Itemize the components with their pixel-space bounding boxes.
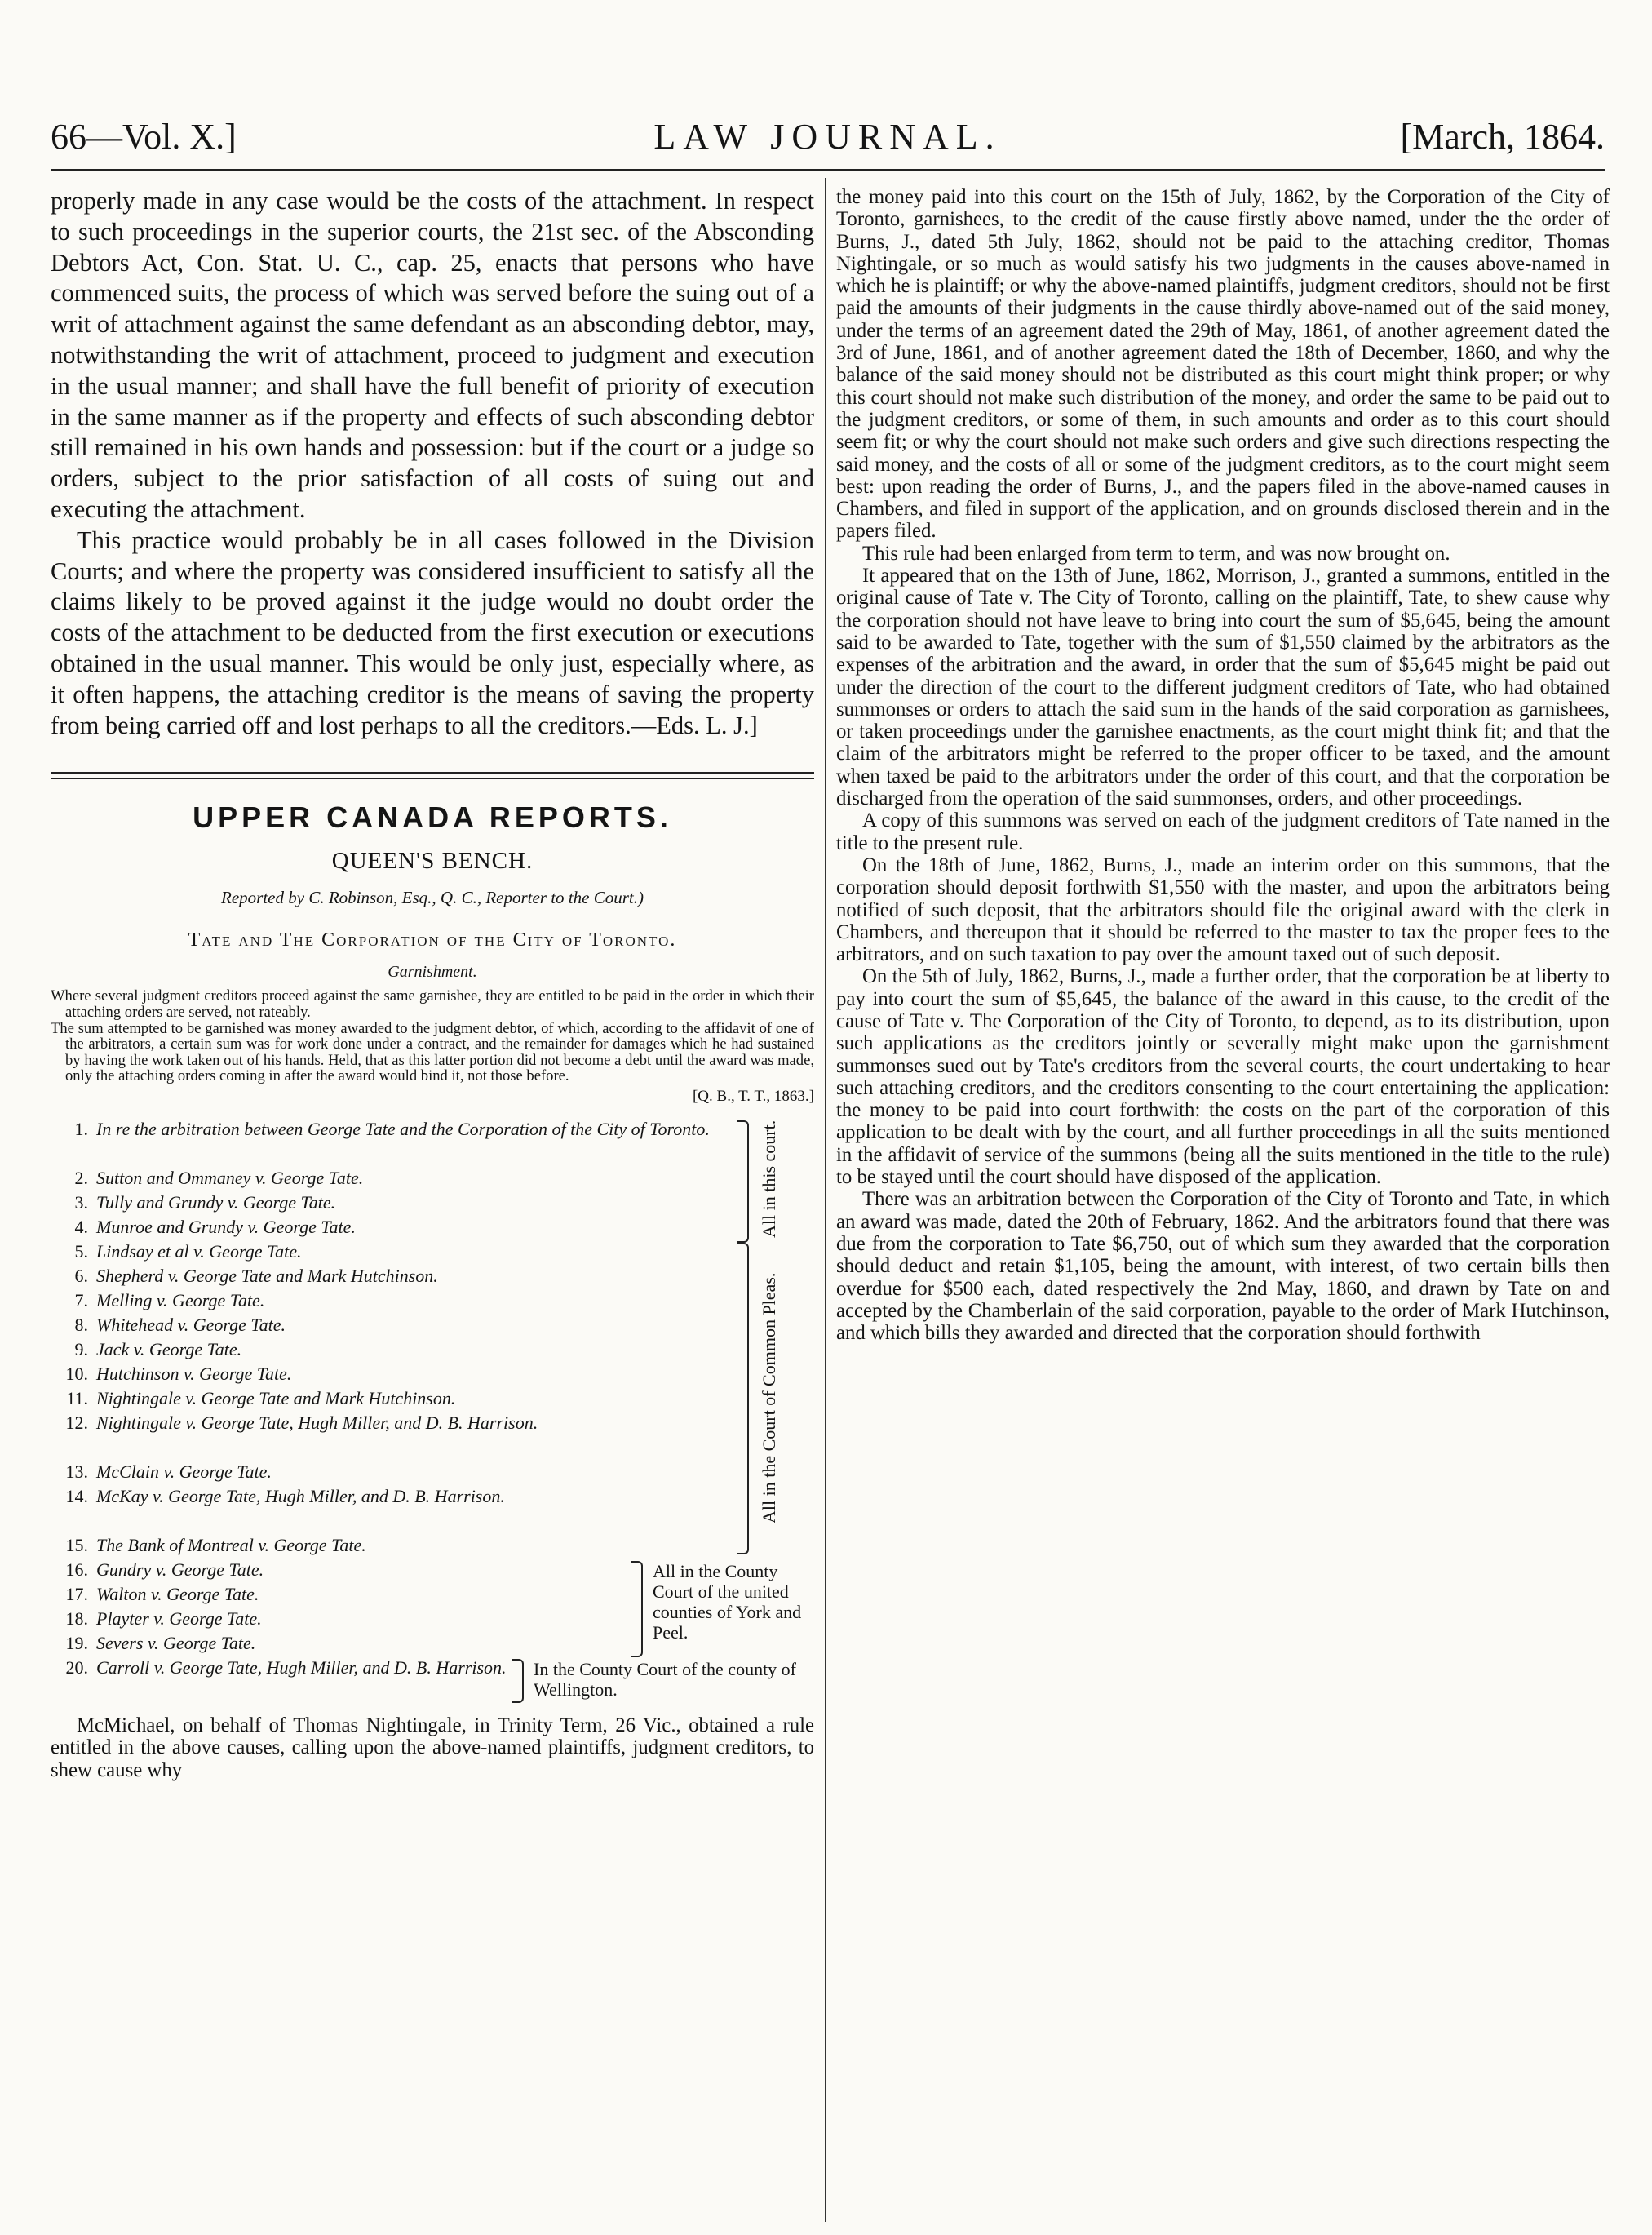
- case-item: 4. Munroe and Grundy v. George Tate.: [74, 1216, 356, 1237]
- case-item: 19. Severs v. George Tate.: [65, 1632, 256, 1653]
- case-item: 14. McKay v. George Tate, Hugh Miller, and D. B. Harrison.: [65, 1485, 505, 1506]
- section-rule: [51, 772, 814, 774]
- case-item: 1. In re the arbitration between George Tate and the Corporation of the City of Toronto.: [74, 1118, 710, 1139]
- case-item: 16. Gundry v. George Tate.: [65, 1559, 264, 1580]
- case-list: [51, 1119, 814, 1857]
- case-item: 20. Carroll v. George Tate, Hugh Miller, and D. B. Harrison.: [65, 1656, 507, 1678]
- case-item: 3. Tully and Grundy v. George Tate.: [74, 1191, 336, 1213]
- label-this-court: All in this court.: [759, 1120, 779, 1239]
- section-title: UPPER CANADA REPORTS.: [193, 800, 672, 835]
- case-title: Tate and The Corporation of the City of Toronto.: [188, 929, 677, 951]
- case-item: 17. Walton v. George Tate.: [65, 1583, 259, 1604]
- header-rule: [51, 169, 1605, 171]
- brace-common-pleas: [737, 1243, 749, 1554]
- brace-county-wellington: [512, 1659, 524, 1703]
- case-item: 9. Jack v. George Tate.: [74, 1338, 242, 1359]
- case-item: 5. Lindsay et al v. George Tate.: [74, 1240, 302, 1262]
- issue-date: [March, 1864.: [1400, 117, 1605, 157]
- case-item: 15. The Bank of Montreal v. George Tate.: [65, 1534, 366, 1555]
- case-item: 11. Nightingale v. George Tate and Mark Hutchinson.: [66, 1387, 456, 1408]
- case-item: 8. Whitehead v. George Tate.: [74, 1314, 286, 1335]
- headnote-2: The sum attempted to be garnished was money awarded to the judgment debtor, of which, according to the affidavit of one of the arbitrators, a certain sum was for work done under a contract, and the remainder for damages which he had sustained by having the work taken out of his hands. Held, that as this latter portion did not become a debt until the award was made, only the attaching orders coming in after the award would bind it, not those before.: [51, 1019, 814, 1085]
- brace-this-court: [737, 1120, 749, 1243]
- arbitration-paragraph: There was an arbitration between the Corporation of the City of Toronto and Tate, in which an award was made, dated the 20th of February, 1862. And the arbitrators found that there was due from the corporation to Tate $6,750, out of which sum they awarded that the corporation should deduct and retain $1,105, being the amount, with interest, of two certain bills then overdue for $500 each, dated respectively the 2nd May, 1860, and drawn by Tate on and accepted by the Chamberlain of the said corporation, payable to the order of Mark Hutchinson, and which bills they awarded and directed that the corporation should forthwith: [836, 1188, 1610, 1345]
- case-citation: [Q. B., T. T., 1863.]: [692, 1087, 814, 1105]
- case-item: 6. Shepherd v. George Tate and Mark Hutchinson.: [74, 1265, 438, 1286]
- enlargement-paragraph: This rule had been enlarged from term to term, and was now brought on.: [862, 542, 1450, 565]
- volume-number: 66—Vol. X.]: [51, 117, 237, 157]
- right-column: [836, 186, 1610, 1344]
- case-item: 12. Nightingale v. George Tate, Hugh Miller, and D. B. Harrison.: [65, 1412, 538, 1433]
- headnote-1: Where several judgment creditors proceed against the same garnishee, they are entitled to be paid in the order in which their attaching orders are served, not rateably.: [51, 987, 814, 1021]
- case-item: 10. Hutchinson v. George Tate.: [65, 1363, 292, 1384]
- court-name: QUEEN'S BENCH.: [331, 848, 534, 875]
- editorial-paragraph-2: This practice would probably be in all cases followed in the Division Courts; and where the property was considered insufficient to satisfy all the claims likely to be proved against it the judge would no doubt order the costs of the attachment to be deducted from the first execution or executions obtained in the usual manner. This would be only just, especially where, as it often happens, the attaching creditor is the means of saving the property from being carried off and lost perhaps to all the creditors.—Eds. L. J.]: [51, 525, 814, 739]
- case-item: 18. Playter v. George Tate.: [65, 1608, 262, 1629]
- service-paragraph: A copy of this summons was served on each of the judgment creditors of Tate named in the title to the present rule.: [836, 809, 1610, 854]
- rule-paragraph: the money paid into this court on the 15th of July, 1862, by the Corporation of the City of Toronto, garnishees, to the credit of the cause firstly above named, under the the order of Burns, J., dated 5th July, 1862, should not be paid to the attaching creditor, Thomas Nightingale, or so much as would satisfy his two judgments in the causes above-named in which he is plaintiff; or why the above-named plaintiffs, judgment creditors, should not be first paid the amounts of their judgments in the cause thirdly above-named out of the said money, under the terms of an agreement dated the 29th of May, 1861, of another agreement dated the 3rd of June, 1861, and of another agreement dated the 18th of December, 1860, and why the balance of the said money should not be distributed as this court might think proper; or why this court should not make such distribution of the money, and order the same to be paid out to the judgment creditors, or some of them, in such amounts and order as to this court should seem fit; or why the court should not make such orders and give such directions respecting the said money, and the costs of all or some of the judgment creditors, as to the court might seem best: upon reading the order of Burns, J., and the papers filed in the above-named causes in Chambers, and filed in support of the application, and on grounds disclosed therein and in the papers filed.: [836, 186, 1610, 543]
- case-item: 7. Melling v. George Tate.: [74, 1289, 265, 1310]
- journal-title: LAW JOURNAL.: [653, 117, 1002, 157]
- further-order-paragraph: On the 5th of July, 1862, Burns, J., made a further order, that the corporation be at liberty to pay into court the sum of $5,645, the balance of the award in this cause, to the credit of the cause of Tate v. The Corporation of the City of Toronto, to depend, as to its distribution, upon such applications as the creditors jointly or severally might make upon the garnishment summonses sued out by Tate's creditors from the several courts, the court undertaking to hear such attaching creditors, and the creditors consenting to the court entertaining the application: the money to be paid into court forthwith: the costs on the part of the corporation of this application to be dealt with by the court, and all further proceedings in all the suits mentioned in the affidavit of service of the summons (being all the suits mentioned in the title to the rule) to be stayed until the court should have disposed of the application.: [836, 965, 1610, 1189]
- brace-county-york: [631, 1561, 643, 1657]
- column-divider: [825, 178, 826, 2222]
- summons-paragraph: It appeared that on the 13th of June, 1862, Morrison, J., granted a summons, entitled in the original cause of Tate v. The City of Toronto, calling on the plaintiff, Tate, to shew cause why the corporation should not have leave to bring into court the sum of $5,645, being the amount said to be awarded to Tate, together with the sum of $1,550 claimed by the arbitrators as the expenses of the arbitration and the award, in order that the sum of $5,645 might be paid out under the direction of the court to the different judgment creditors of Tate, who had obtained summonses or orders to attach the said sum in the hands of the said corporation as garnishees, or taken proceedings under the garnishee enactments, as the court might think fit; and that the claim of the arbitrators might be referred to the proper officer to be taxed, and the amount when taxed be paid to the arbitrators under the order of this court, and that the corporation be discharged from the operation of the said summonses, orders, and other proceedings.: [836, 565, 1610, 810]
- case-item: 2. Sutton and Ommaney v. George Tate.: [74, 1167, 364, 1188]
- interim-order-paragraph: On the 18th of June, 1862, Burns, J., made an interim order on this summons, that the corporation should deposit forthwith $1,550 with the master, and upon the arbitrators being notified of such deposit, that the arbitrators should file the original award with the clerk in Chambers, and thereupon that it should be referred to the master to tax the proper fees to the arbitrators, and on such taxation to pay over the amount taxed out of such deposit.: [836, 854, 1610, 966]
- label-county-york: All in the County Court of the united counties of York and Peel.: [653, 1560, 802, 1643]
- section-rule-thin: [51, 778, 814, 779]
- case-subject: Garnishment.: [388, 963, 477, 982]
- page-header: [51, 113, 1605, 165]
- label-common-pleas: All in the Court of Common Pleas.: [759, 1272, 779, 1523]
- reporter-line: Reported by C. Robinson, Esq., Q. C., Reporter to the Court.): [221, 888, 644, 908]
- case-item: 13. McClain v. George Tate.: [65, 1461, 272, 1482]
- left-column: [51, 186, 814, 1857]
- label-county-wellington: In the County Court of the county of Wellington.: [534, 1658, 797, 1700]
- closing-paragraph: McMichael, on behalf of Thomas Nightingale, in Trinity Term, 26 Vic., obtained a rule entitled in the above causes, calling upon the above-named plaintiffs, judgment creditors, to shew cause why: [51, 1714, 814, 1781]
- editorial-paragraph-1: properly made in any case would be the costs of the attachment. In respect to such proceedings in the superior courts, the 21st sec. of the Absconding Debtors Act, Con. Stat. U. C., cap. 25, enacts that persons who have commenced suits, the process of which was served before the suing out of a writ of attachment against the same defendant as an absconding debtor, may, notwithstanding the writ of attachment, proceed to judgment and execution in the usual manner; and shall have the full benefit of priority of execution in the same manner as if the property and effects of such absconding debtor still remained in his own hands and possession: but if the court or a judge so orders, subject to the prior satisfaction of all costs of suing out and executing the attachment.: [51, 187, 814, 523]
